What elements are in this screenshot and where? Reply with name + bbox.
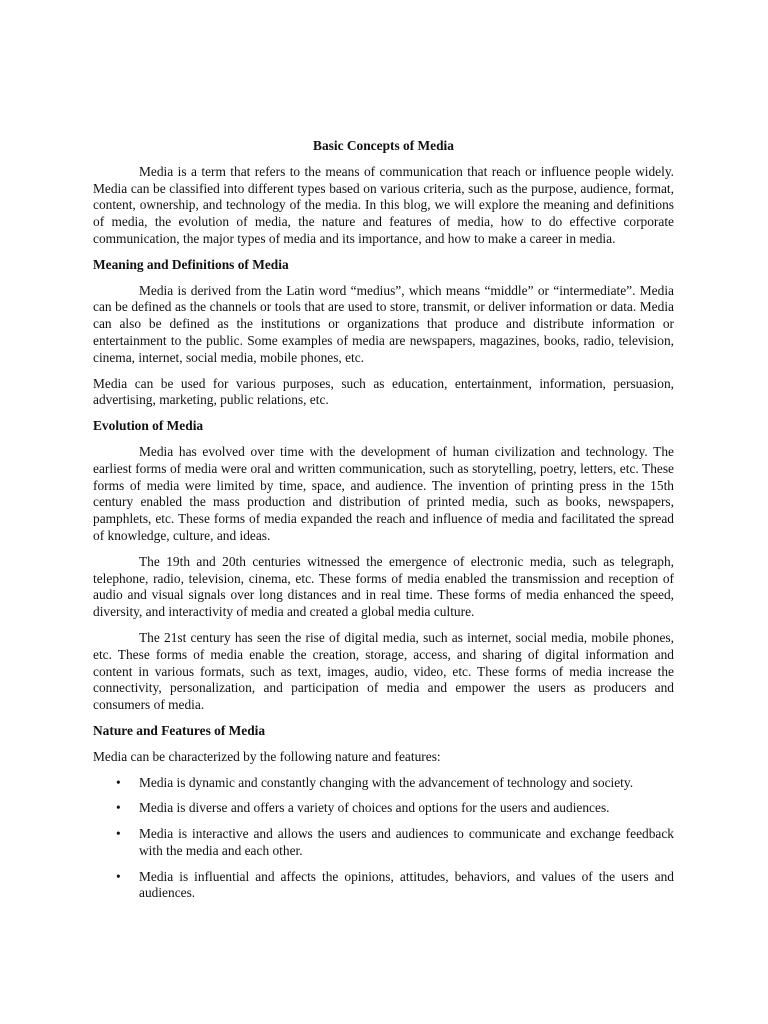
- feature-list: [93, 775, 674, 903]
- intro-paragraph: Media is a term that refers to the means of communication that reach or influence people widely. Media can be classified into different types based on various criteria, such as the purpose, audience, format, content, ownership, and technology of the media. In this blog, we will explore the meaning and definitions of media, the evolution of media, the nature and features of media, how to do effective corporate communication, the major types of media and its importance, and how to make a career in media.: [93, 163, 674, 246]
- list-item-text: Media is diverse and offers a variety of choices and options for the users and audiences.: [139, 800, 610, 816]
- bullet-icon: •: [116, 868, 121, 884]
- paragraph: Media is derived from the Latin word “medius”, which means “middle” or “intermediate”. Media can be defined as the channels or tools that are used to store, transmit, or deliver information or data. Media can also be defined as the institutions or organizations that produce and distribute information or entertainment to the public. Some examples of media are newspapers, magazines, books, radio, television, cinema, internet, social media, mobile phones, etc.: [93, 282, 674, 365]
- list-item: [93, 800, 674, 817]
- section-heading: Evolution of Media: [93, 418, 204, 434]
- paragraph: The 19th and 20th centuries witnessed the emergence of electronic media, such as telegraph, telephone, radio, television, cinema, etc. These forms of media enabled the transmission and reception of audio and visual signals over long distances and in real time. These forms of media enhanced the speed, diversity, and interactivity of media and created a global media culture.: [93, 553, 674, 620]
- list-item: [93, 826, 674, 860]
- bullet-icon: •: [116, 800, 121, 816]
- bullet-icon: •: [116, 826, 121, 842]
- section-heading: Meaning and Definitions of Media: [93, 256, 289, 272]
- list-item-text: Media is dynamic and constantly changing with the advancement of technology and society.: [139, 774, 634, 790]
- document-page: [93, 138, 674, 911]
- paragraph: Media can be characterized by the following nature and features:: [93, 748, 441, 764]
- section-meaning: [93, 257, 674, 409]
- list-item-text: Media is influential and affects the opinions, attitudes, behaviors, and values of the users and audiences.: [139, 868, 674, 901]
- section-heading: Nature and Features of Media: [93, 722, 266, 738]
- list-item-text: Media is interactive and allows the users and audiences to communicate and exchange feedback with the media and each other.: [139, 826, 674, 858]
- list-item: [93, 869, 674, 903]
- section-evolution: [93, 418, 674, 714]
- list-item: [93, 775, 674, 792]
- section-nature: [93, 723, 674, 902]
- paragraph: Media has evolved over time with the development of human civilization and technology. The earliest forms of media were oral and written communication, such as storytelling, poetry, letters, etc. These forms of media were limited by time, space, and audience. The invention of printing press in the 15th century enabled the mass production and distribution of printed media, such as books, newspapers, pamphlets, etc. These forms of media expanded the reach and influence of media and facilitated the spread of knowledge, culture, and ideas.: [93, 443, 674, 543]
- document-title: Basic Concepts of Media: [313, 138, 454, 153]
- paragraph: The 21st century has seen the rise of digital media, such as internet, social media, mobile phones, etc. These forms of media enable the creation, storage, access, and sharing of digital information and content in various formats, such as text, images, audio, video, etc. These forms of media increase the connectivity, personalization, and participation of media and empower the users as producers and consumers of media.: [93, 629, 674, 713]
- paragraph: Media can be used for various purposes, such as education, entertainment, information, persuasion, advertising, marketing, public relations, etc.: [93, 375, 674, 408]
- bullet-icon: •: [116, 774, 121, 790]
